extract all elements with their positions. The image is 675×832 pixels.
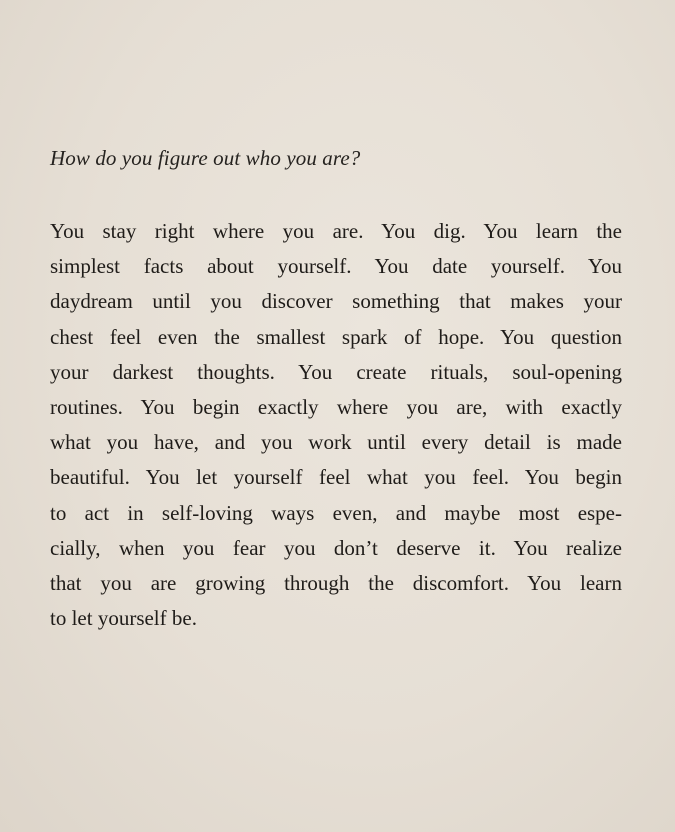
body-paragraph	[50, 214, 622, 636]
text-line: to let yourself be.	[50, 606, 197, 631]
text-line: cially, when you fear you don’t deserve it. You realize	[50, 535, 622, 560]
text-line: your darkest thoughts. You create rituals, soul-opening	[50, 359, 622, 384]
text-line: chest feel even the smallest spark of hope. You question	[50, 324, 622, 349]
text-line: daydream until you discover something that makes your	[50, 289, 622, 314]
text-line: that you are growing through the discomfort. You learn	[50, 571, 622, 596]
text-line: to act in self-loving ways even, and maybe most espe-	[50, 500, 622, 525]
text-line: what you have, and you work until every detail is made	[50, 430, 622, 455]
text-line: You stay right where you are. You dig. You learn the	[50, 219, 622, 243]
text-line: beautiful. You let yourself feel what you feel. You begin	[50, 465, 622, 490]
page-heading: How do you figure out who you are?	[50, 146, 361, 170]
text-line: simplest facts about yourself. You date yourself. You	[50, 254, 622, 279]
text-line: routines. You begin exactly where you are, with exactly	[50, 395, 622, 420]
